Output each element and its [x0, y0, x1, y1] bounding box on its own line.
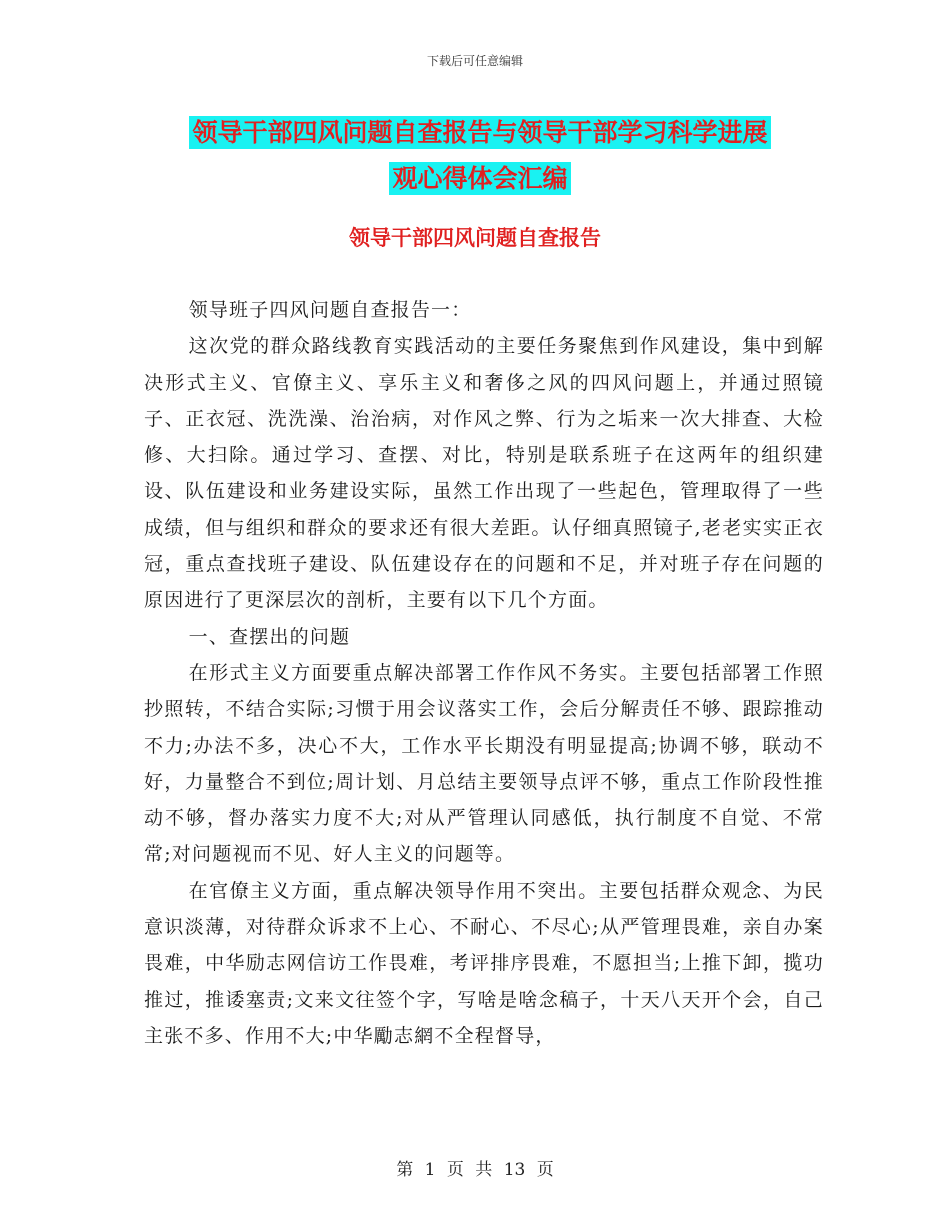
body-text — [144, 292, 824, 1054]
paragraph-3: 一、查摆出的问题 — [188, 625, 351, 648]
paragraph-4: 在形式主义方面要重点解决部署工作作风不务实。主要包括部署工作照抄照转，不结合实际;习惯于用会议落实工作，会后分解责任不够、跟踪推动不力;办法不多，决心不大，工作水平长期没有明显提高;协调不够，联动不好，力量整合不到位;周计划、月总结主要领导点评不够，重点工作阶段性推动不够，督办落实力度不大;对从严管理认同感低，执行制度不自觉、不常常;对问题视而不见、好人主义的问题等。 — [144, 661, 824, 866]
paragraph-1: 领导班子四风问题自查报告一： — [188, 299, 472, 321]
paragraph-5: 在官僚主义方面，重点解决领导作用不突出。主要包括群众观念、为民意识淡薄，对待群众诉求不上心、不耐心、不尽心;从严管理畏难，亲自办案畏难，中华励志网信访工作畏难，考评排序畏难，不愿担当;上推下卸，揽功推过，推诿塞责;文来文往签个字，写啥是啥念稿子，十天八天开个会，自己主张不多、作用不大;中华勵志網不全程督导， — [144, 879, 824, 1047]
section-title: 领导干部四风问题自查报告 — [349, 226, 601, 250]
paragraph-2: 这次党的群众路线教育实践活动的主要任务聚焦到作风建设，集中到解决形式主义、官僚主义、享乐主义和奢侈之风的四风问题上，并通过照镜子、正衣冠、洗洗澡、治治病，对作风之弊、行为之垢来一次大排查、大检修、大扫除。通过学习、查摆、对比，特别是联系班子在这两年的组织建设、队伍建设和业务建设实际，虽然工作出现了一些起色，管理取得了一些成绩，但与组织和群众的要求还有很大差距。认仔细真照镜子,老老实实正衣冠，重点查找班子建设、队伍建设存在的问题和不足，并对班子存在问题的原因进行了更深层次的剖析，主要有以下几个方面。 — [144, 335, 824, 612]
document-title — [140, 110, 820, 202]
page-header-note: 下载后可任意编辑 — [426, 54, 523, 68]
title-line-2: 观心得体会汇编 — [389, 162, 570, 195]
title-line-1: 领导干部四风问题自查报告与领导干部学习科学进展 — [189, 116, 770, 149]
page-footer: 第 1 页 共 13 页 — [396, 1160, 554, 1180]
